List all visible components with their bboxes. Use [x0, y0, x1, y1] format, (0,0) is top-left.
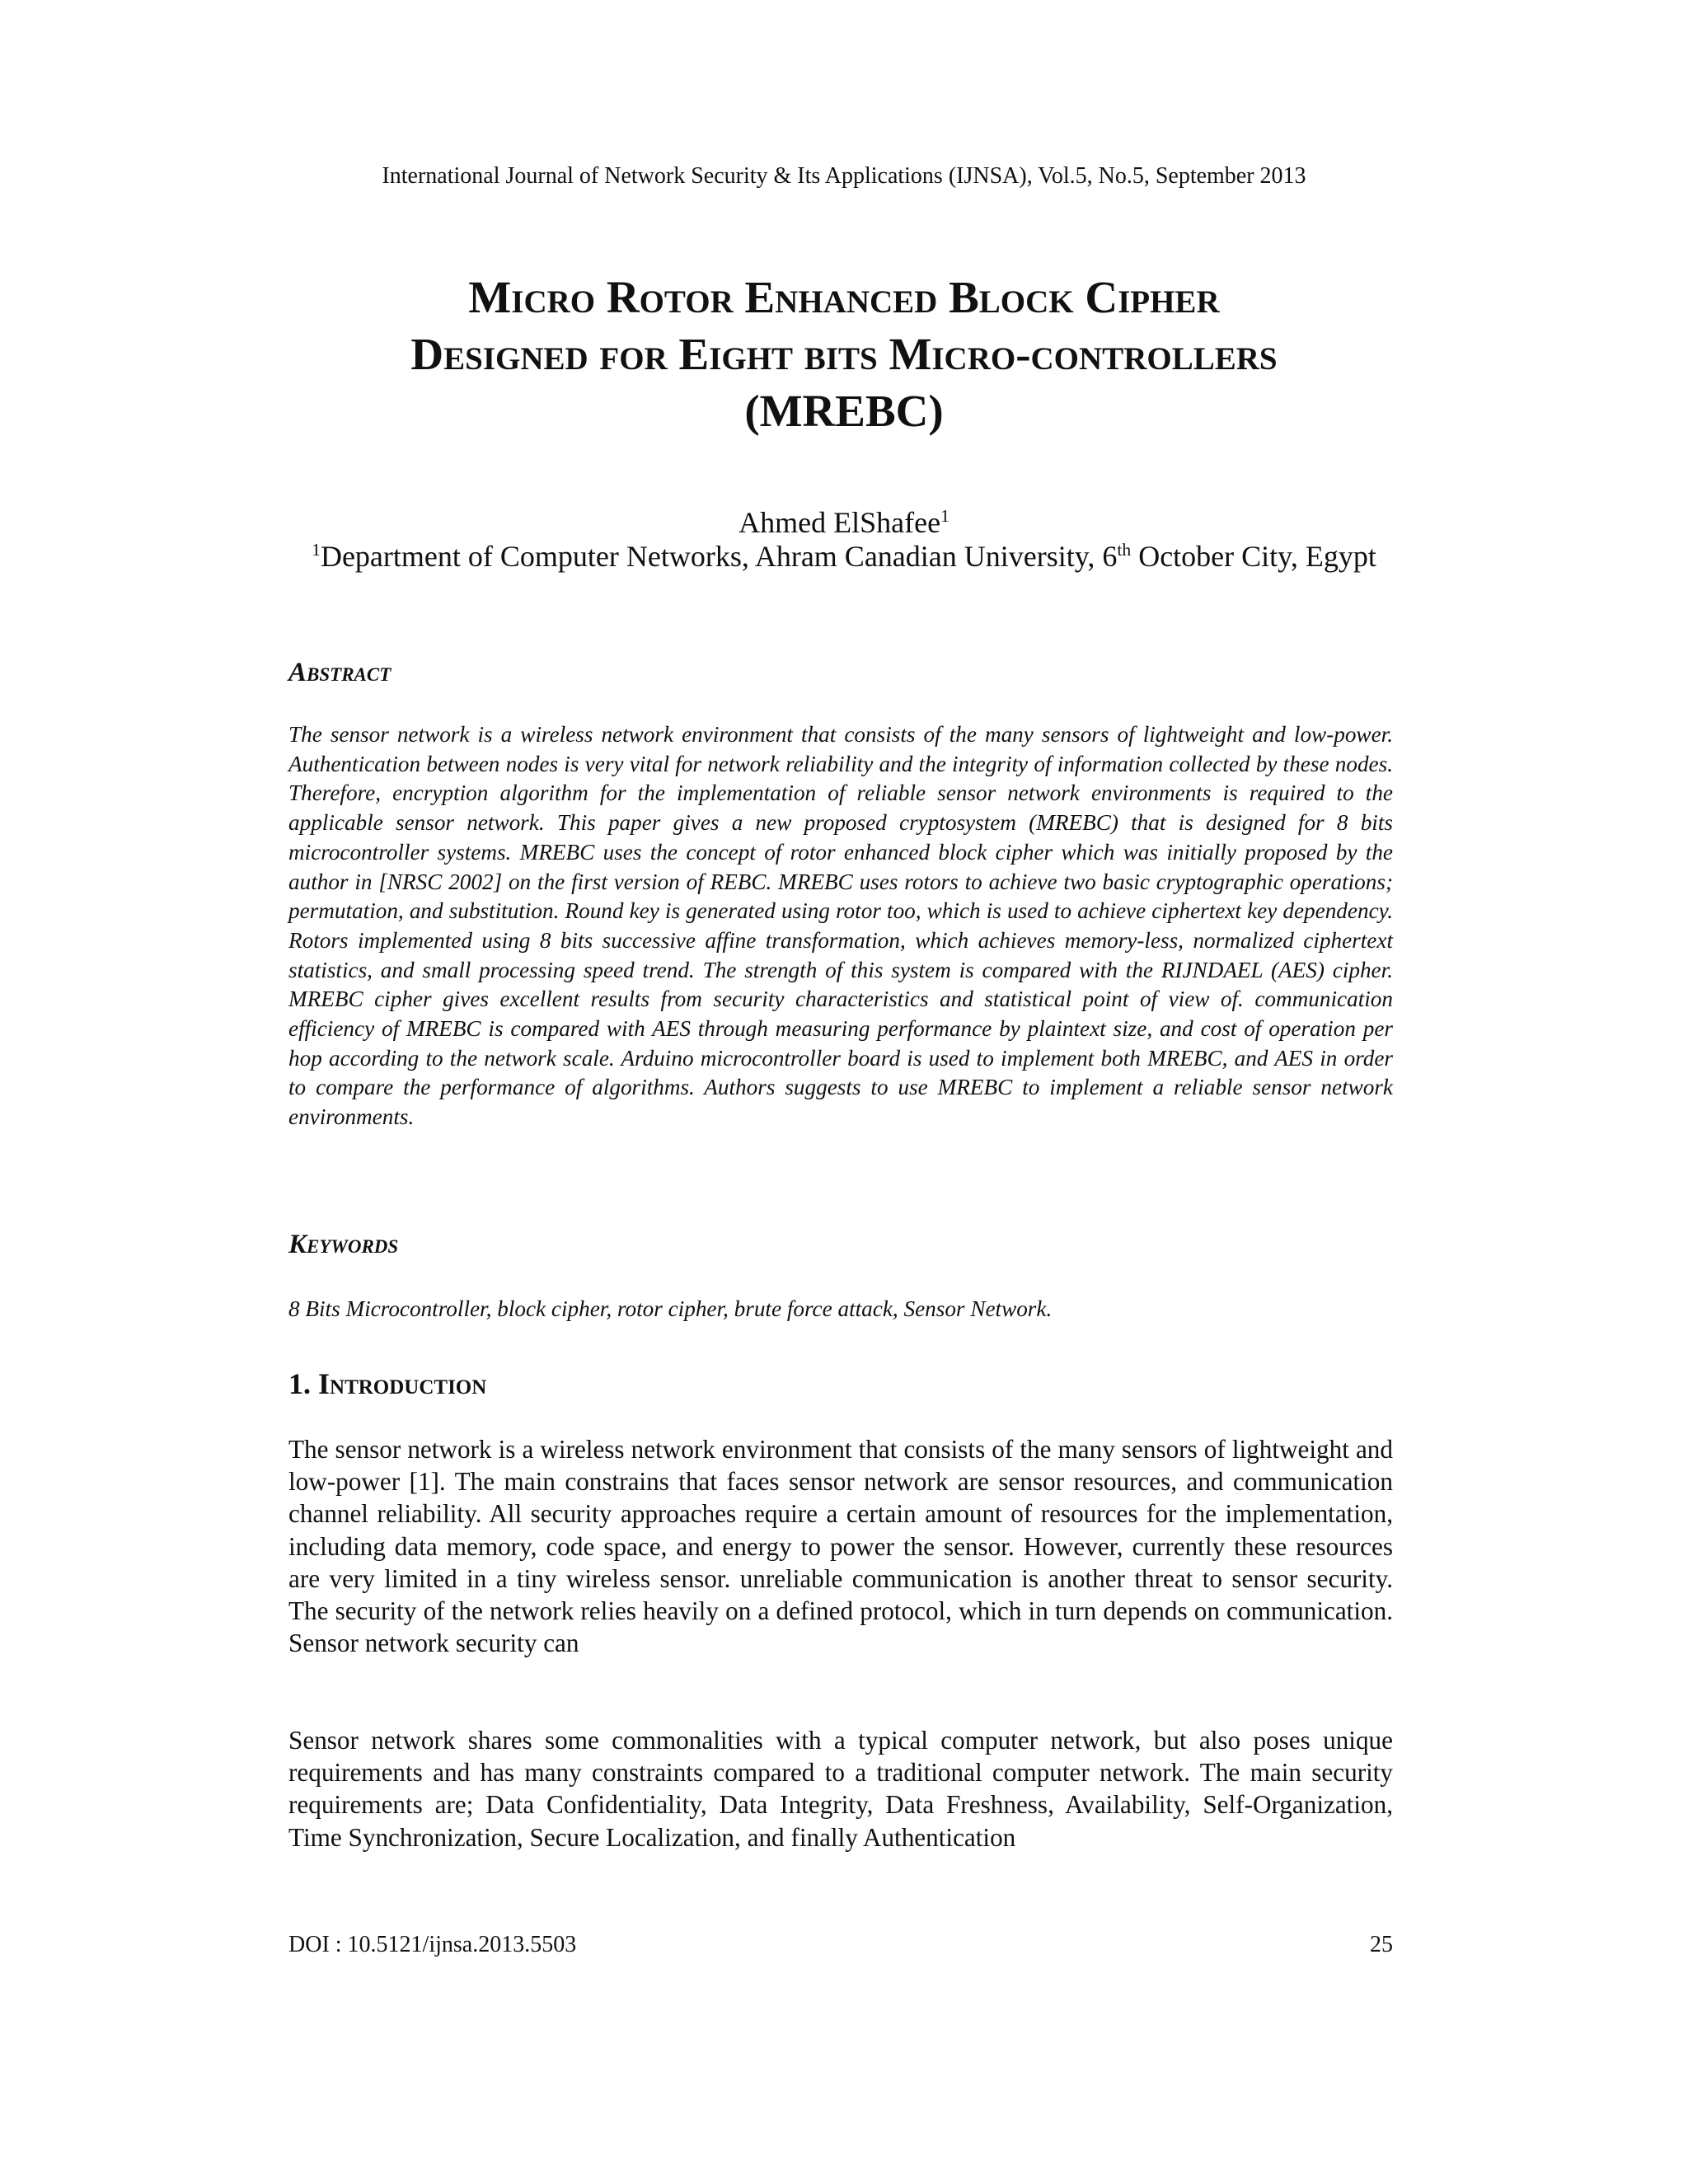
keywords-text: 8 Bits Microcontroller, block cipher, rotor cipher, brute force attack, Sensor Network.: [288, 1296, 1053, 1321]
introduction-heading: 1. Introduction: [288, 1367, 487, 1400]
journal-header: International Journal of Network Security & Its Applications (IJNSA), Vol.5, No.5, September 2013: [382, 163, 1306, 189]
affiliation-text-b: October City, Egypt: [1131, 540, 1376, 573]
footer-doi: DOI : 10.5121/ijnsa.2013.5503: [288, 1932, 577, 1957]
title-line-2: Designed for Eight bits Micro-controllers: [410, 329, 1278, 379]
page-number: 25: [1370, 1932, 1393, 1957]
affiliation: [247, 539, 1441, 574]
abstract-heading: Abstract: [288, 658, 392, 687]
keywords-heading: Keywords: [288, 1230, 399, 1259]
author-name: Ahmed ElShafee: [738, 506, 941, 539]
affiliation-ordinal: th: [1117, 540, 1132, 560]
author-line: [0, 504, 1688, 541]
paper-title: [206, 269, 1482, 439]
author-affiliation-marker: 1: [940, 506, 950, 526]
title-line-3: (MREBC): [744, 386, 944, 436]
affiliation-marker: 1: [312, 540, 321, 560]
introduction-paragraph-2: Sensor network shares some commonalities with a typical computer network, but also poses unique requirements and has many constraints compared to a traditional computer network. The main security requirements are; Data Confidentiality, Data Integrity, Data Freshness, Availability, Self-Organization, Time Synchronization, Secure Localization, and finally Authentication: [288, 1726, 1393, 1852]
title-line-1: Micro Rotor Enhanced Block Cipher: [468, 272, 1220, 322]
affiliation-text-a: Department of Computer Networks, Ahram Canadian University, 6: [320, 540, 1118, 573]
introduction-paragraph-1: The sensor network is a wireless network environment that consists of the many sensors of lightweight and low-power [1]. The main constrains that faces sensor network are sensor resources, and communication channel reliability. All security approaches require a certain amount of resources for the implementation, including data memory, code space, and energy to power the sensor. However, currently these resources are very limited in a tiny wireless sensor. unreliable communication is another threat to sensor security. The security of the network relies heavily on a defined protocol, which in turn depends on communication. Sensor network security can: [288, 1435, 1393, 1658]
abstract-text: The sensor network is a wireless network environment that consists of the many sensors of lightweight and low-power. Authentication between nodes is very vital for network reliability and the integrity of information collected by these nodes. Therefore, encryption algorithm for the implementation of reliable sensor network environments is required to the applicable sensor network. This paper gives a new proposed cryptosystem (MREBC) that is designed for 8 bits microcontroller systems. MREBC uses the concept of rotor enhanced block cipher which was initially proposed by the author in [NRSC 2002] on the first version of REBC. MREBC uses rotors to achieve two basic cryptographic operations; permutation, and substitution. Round key is generated using rotor too, which is used to achieve ciphertext key dependency. Rotors implemented using 8 bits successive affine transformation, which achieves memory-less, normalized ciphertext statistics, and small processing speed trend. The strength of this system is compared with the RIJNDAEL (AES) cipher. MREBC cipher gives excellent results from security characteristics and statistical point of view of. communication efficiency of MREBC is compared with AES through measuring performance by plaintext size, and cost of operation per hop according to the network scale. Arduino microcontroller board is used to implement both MREBC, and AES in order to compare the performance of algorithms. Authors suggests to use MREBC to implement a reliable sensor network environments.: [288, 722, 1393, 1130]
